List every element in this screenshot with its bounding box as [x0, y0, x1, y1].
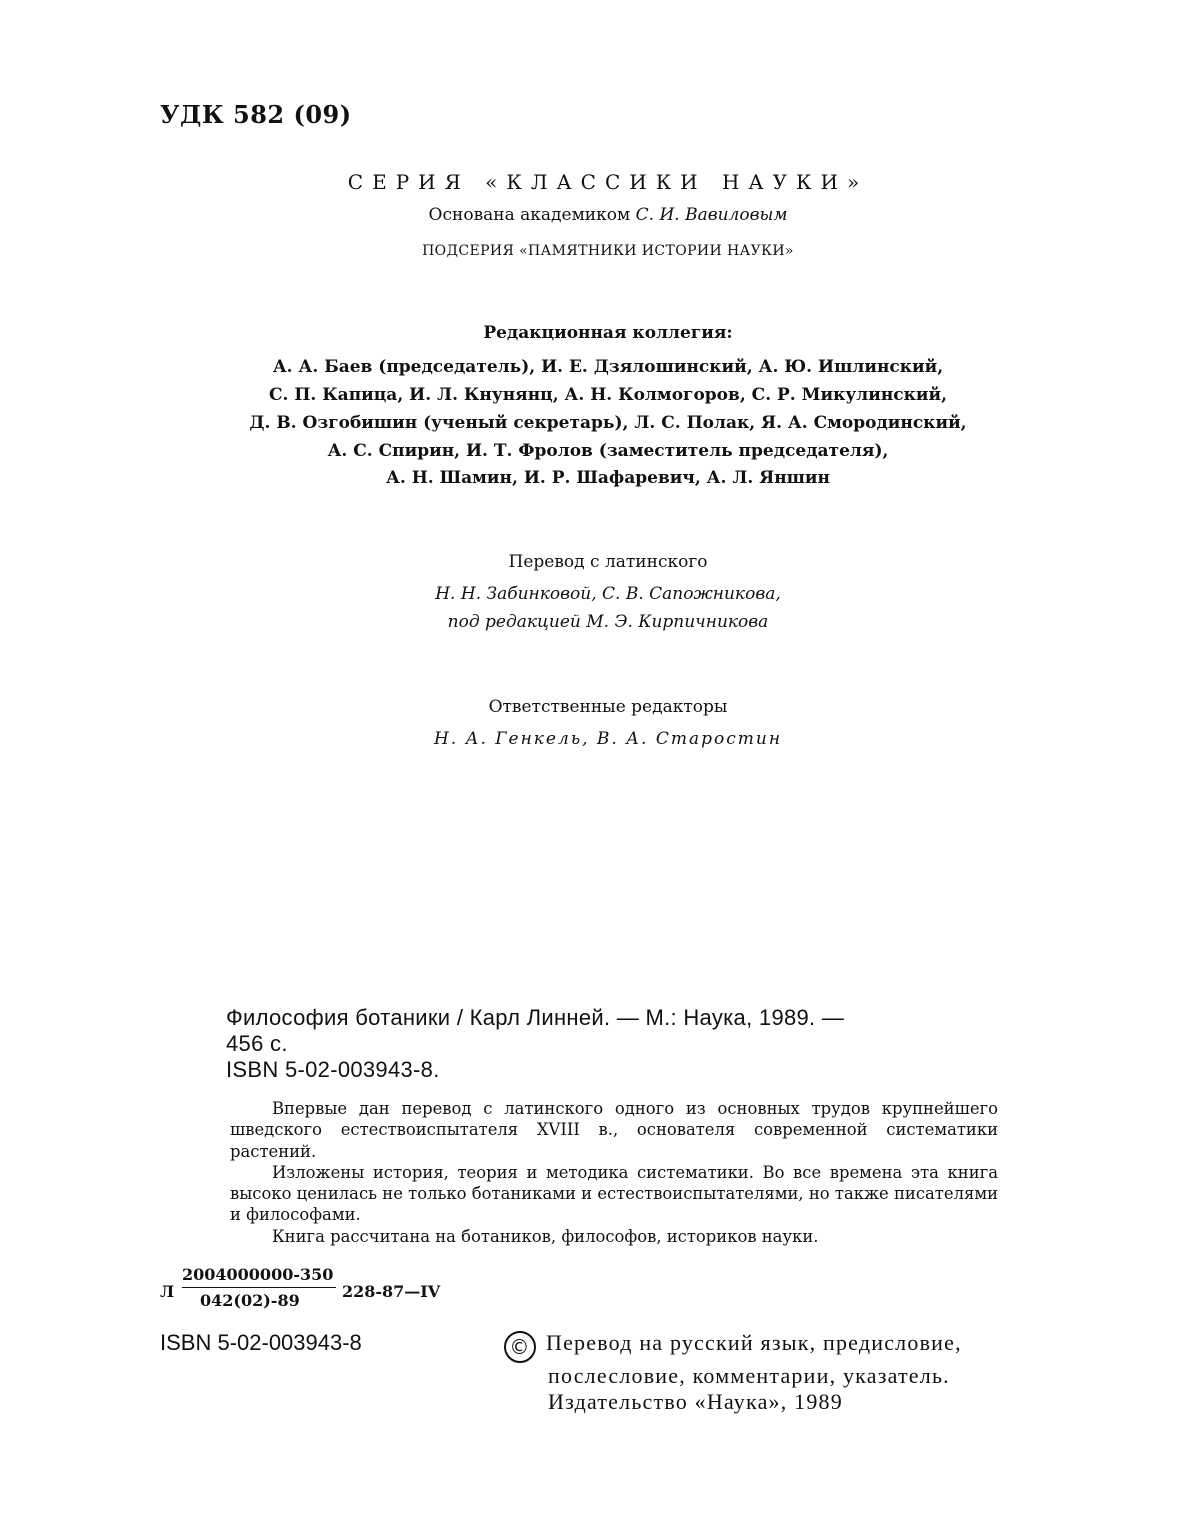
biblio-isbn: ISBN 5-02-003943-8.: [226, 1057, 1006, 1083]
editorial-board-line: А. С. Спирин, И. Т. Фролов (заместитель председателя),: [0, 441, 1200, 461]
classification-code: [160, 1265, 480, 1321]
abstract-paragraph: Впервые дан перевод с латинского одного из основных трудов крупнейшего шведского естествоиспытателя XVIII в., основателя современной систематики растений.: [230, 1098, 998, 1162]
editorial-board-line: Д. В. Озгобишин (ученый секретарь), Л. С. Полак, Я. А. Смородинский,: [0, 413, 1200, 433]
code-denominator: 042(02)-89: [200, 1291, 300, 1310]
translators: Н. Н. Забинковой, С. В. Сапожникова,: [0, 584, 1200, 604]
copyright-icon: ©: [504, 1331, 536, 1363]
editorial-board-line: С. П. Капица, И. Л. Кнунянц, А. Н. Колмогоров, С. Р. Микулинский,: [0, 385, 1200, 405]
code-letter: Л: [160, 1282, 174, 1301]
copyright-block: [504, 1330, 1044, 1415]
translation-title: Перевод с латинского: [0, 552, 1200, 572]
copyright-line: Издательство «Наука», 1989: [504, 1389, 1044, 1415]
editorial-board-line: А. Н. Шамин, И. Р. Шафаревич, А. Л. Яншин: [0, 468, 1200, 488]
series-title: СЕРИЯ «КЛАССИКИ НАУКИ»: [0, 170, 1200, 194]
biblio-line: Философия ботаники / Карл Линней. — М.: Наука, 1989. —: [226, 1005, 1006, 1031]
editorial-board-title: Редакционная коллегия:: [0, 323, 1200, 343]
copyright-line: послесловие, комментарии, указатель.: [504, 1363, 1044, 1389]
abstract-paragraph: Книга рассчитана на ботаников, философов, историков науки.: [230, 1226, 998, 1247]
biblio-pages: 456 с.: [226, 1031, 1006, 1057]
founder-name: С. И. Вавиловым: [636, 205, 788, 225]
series-founder: [0, 205, 1200, 225]
responsible-editors-title: Ответственные редакторы: [0, 697, 1200, 717]
udk-code: УДК 582 (09): [160, 100, 352, 129]
copyright-line: Перевод на русский язык, предисловие,: [546, 1330, 962, 1355]
fraction-bar: [182, 1287, 336, 1288]
founder-prefix: Основана академиком: [429, 205, 631, 225]
abstract: [230, 1098, 998, 1247]
editorial-board-line: А. А. Баев (председатель), И. Е. Дзялошинский, А. Ю. Ишлинский,: [0, 357, 1200, 377]
translation-editor: под редакцией М. Э. Кирпичникова: [0, 612, 1200, 632]
code-numerator: 2004000000-350: [182, 1265, 333, 1284]
isbn-bottom: ISBN 5-02-003943-8: [160, 1330, 362, 1356]
copyright-first-line: [504, 1330, 1044, 1363]
abstract-paragraph: Изложены история, теория и методика систематики. Во все времена эта книга высоко ценилась не только ботаниками и естествоиспытателями, но также писателями и философами.: [230, 1162, 998, 1226]
code-suffix: 228-87—IV: [342, 1282, 440, 1301]
responsible-editors: Н. А. Генкель, В. А. Старостин: [0, 729, 1200, 749]
subseries-title: ПОДСЕРИЯ «ПАМЯТНИКИ ИСТОРИИ НАУКИ»: [0, 243, 1200, 259]
